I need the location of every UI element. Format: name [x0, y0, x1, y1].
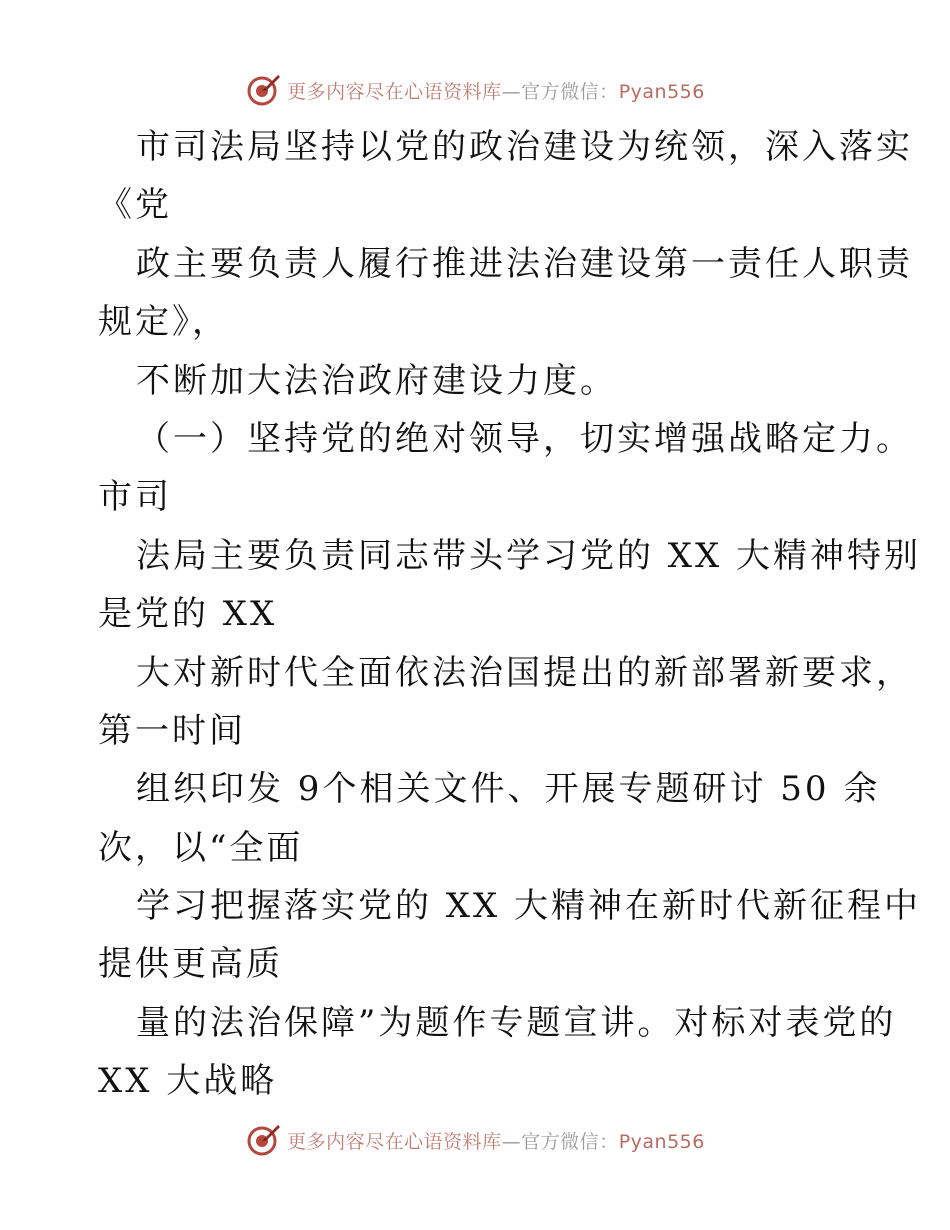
- text-line: 次，以“全面: [98, 827, 304, 868]
- text-line: 提供更高质: [98, 944, 283, 985]
- text-line: 大对新时代全面依法治国提出的新部署新要求，: [136, 652, 913, 693]
- text-line: 规定》，: [98, 302, 229, 343]
- pen-logo-icon: [245, 72, 281, 108]
- pen-logo-icon: [245, 1122, 281, 1158]
- text-line: 《党: [98, 185, 172, 226]
- section-heading-line: （一）坚持党的绝对领导，切实增强战略定力。: [136, 418, 913, 459]
- text-line: 法局主要负责同志带头学习党的 XX 大精神特别: [136, 535, 922, 576]
- text-line: 是党的 XX: [98, 594, 278, 635]
- text-line: 政主要负责人履行推进法治建设第一责任人职责: [136, 243, 913, 284]
- watermark-text: 更多内容尽在心语资料库—官方微信：Pyan556: [287, 80, 705, 103]
- watermark-text: 更多内容尽在心语资料库—官方微信：Pyan556: [287, 1130, 705, 1153]
- text-line: 学习把握落实党的 XX 大精神在新时代新征程中: [136, 886, 922, 927]
- text-line: 市司法局坚持以党的政治建设为统领，深入落实: [136, 127, 913, 167]
- text-line: XX 大战略: [98, 1061, 278, 1102]
- document-body: [98, 118, 922, 1111]
- text-line: 市司: [98, 477, 172, 518]
- text-line: 组织印发 9个相关文件、开展专题研讨 50 余: [136, 769, 881, 810]
- header-watermark: [0, 70, 950, 110]
- text-line: 不断加大法治政府建设力度。: [136, 360, 617, 401]
- text-line: 第一时间: [98, 710, 246, 751]
- footer-watermark: [0, 1120, 950, 1160]
- text-line: 量的法治保障”为题作专题宣讲。对标对表党的: [136, 1002, 897, 1043]
